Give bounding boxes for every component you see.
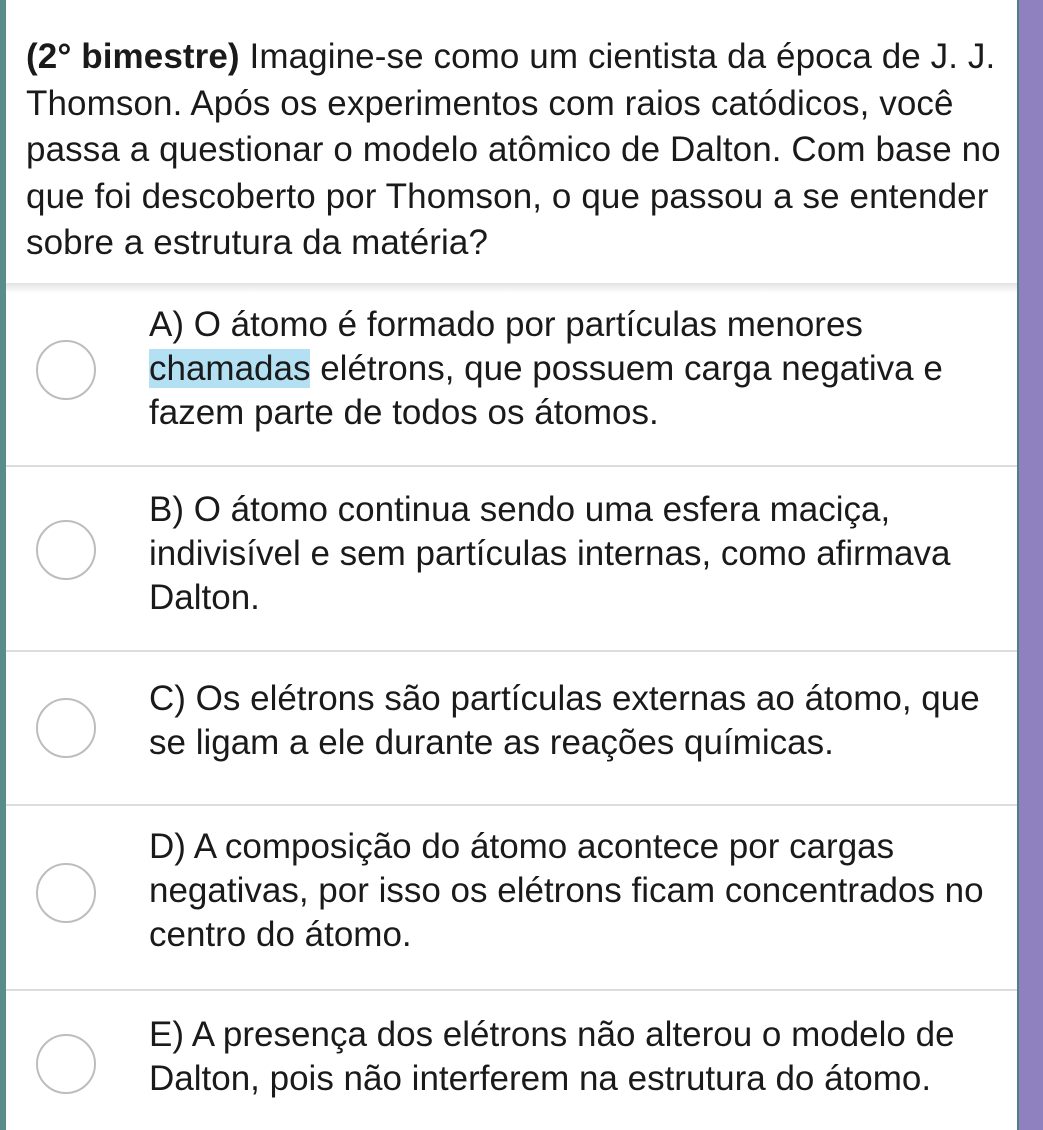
option-a[interactable] bbox=[6, 294, 1017, 466]
option-d[interactable] bbox=[6, 806, 1017, 989]
option-c-label: C) Os elétrons são partículas externas ao átomo, que se ligam a ele durante as reações químicas. bbox=[149, 679, 980, 762]
option-b-radio[interactable] bbox=[36, 520, 96, 580]
question-divider bbox=[6, 283, 1017, 293]
option-a-text-start: A) O átomo é formado por partículas menores bbox=[149, 305, 863, 344]
option-d-label: D) A composição do átomo acontece por cargas negativas, por isso os elétrons ficam concentrados no centro do átomo. bbox=[149, 827, 984, 954]
option-a-radio[interactable] bbox=[36, 340, 96, 400]
option-e-radio[interactable] bbox=[36, 1034, 96, 1094]
option-a-text-end: elétrons, que possuem carga negativa e fazem parte de todos os átomos. bbox=[149, 349, 943, 432]
option-e[interactable] bbox=[6, 991, 1017, 1130]
question-text bbox=[26, 34, 1016, 267]
option-a-label bbox=[149, 303, 1009, 435]
option-c-radio[interactable] bbox=[36, 698, 96, 758]
question-prefix: (2° bimestre) bbox=[26, 37, 240, 76]
question-body: Imagine-se como um cientista da época de J. J. Thomson. Após os experimentos com raios catódicos, você passa a questionar o modelo atômico de Dalton. Com base no que foi descoberto por Thomson, o que passou a se entender sobre a estrutura da matéria? bbox=[26, 37, 1001, 262]
option-e-label: E) A presença dos elétrons não alterou o modelo de Dalton, pois não interferem na estrutura do átomo. bbox=[149, 1015, 955, 1098]
option-b-label: B) O átomo continua sendo uma esfera maciça, indivisível e sem partículas internas, como afirmava Dalton. bbox=[149, 490, 951, 617]
option-a-text-highlighted: chamadas bbox=[149, 349, 311, 388]
option-b[interactable] bbox=[6, 467, 1017, 650]
option-d-radio[interactable] bbox=[36, 863, 96, 923]
option-c[interactable] bbox=[6, 652, 1017, 804]
